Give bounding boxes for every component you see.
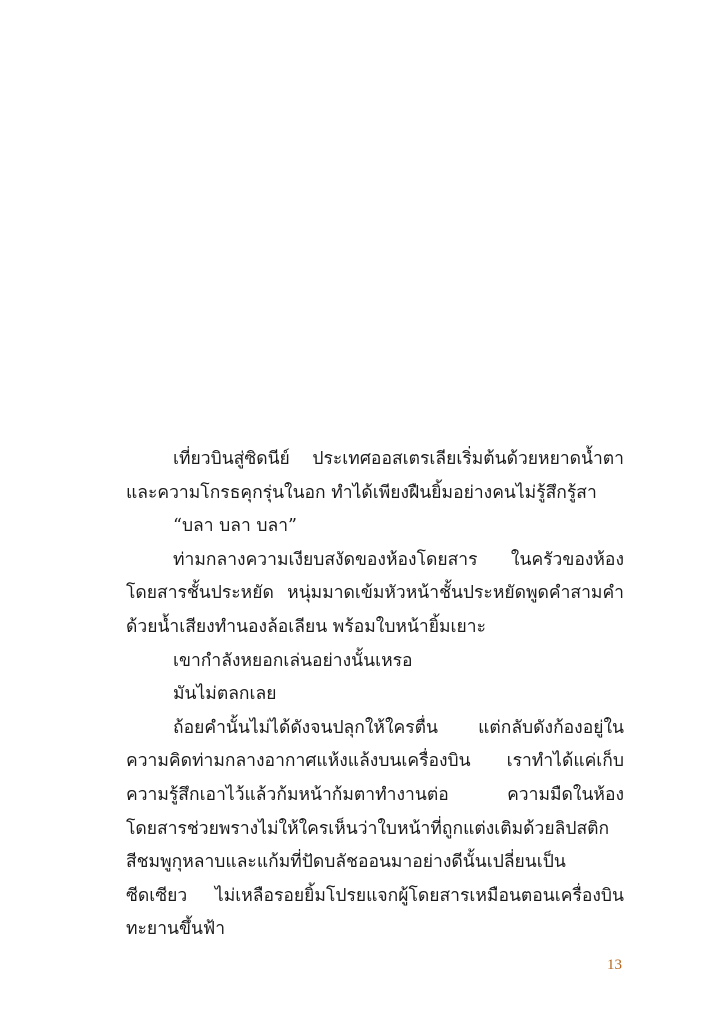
page-number: 13 <box>607 957 622 973</box>
paragraph-6: ถ้อยคำนั้นไม่ได้ดังจนปลุกให้ใครตื่น แต่กลับดังก้องอยู่ในความคิดท่ามกลางอากาศแห้งแล้งบนเครื่องบิน เราทำได้แค่เก็บความรู้สึกเอาไว้แล้วก้มหน้าก้มตาทำงานต่อ ความมืดในห้องโดยสารช่วยพรางไม่ให้ใครเห็นว่าใบหน้าที่ถูกแต่งเติมด้วยลิปสติกสีชมพูกุหลาบและแก้มที่ปัดบลัชออนมาอย่างดีนั้นเปลี่ยนเป็นซีดเซียว ไม่เหลือรอยยิ้มโปรยแจกผู้โดยสารเหมือนตอนเครื่องบินทะยานขึ้นฟ้า <box>126 717 624 940</box>
paragraph-2: “บลา บลา บลา” <box>173 516 297 537</box>
paragraph-1: เที่ยวบินสู่ซิดนีย์ ประเทศออสเตรเลียเริ่มต้นด้วยหยาดน้ำตาและความโกรธคุกรุ่นในอก ทำได้เพียงฝืนยิ้มอย่างคนไม่รู้สึกรู้สา <box>126 449 624 503</box>
paragraph-4: เขากำลังหยอกเล่นอย่างนั้นเหรอ <box>173 650 413 671</box>
paragraph-3: ท่ามกลางความเงียบสงัดของห้องโดยสาร ในครัวของห้องโดยสารชั้นประหยัด หนุ่มมาดเข้มหัวหน้าชั้นประหยัดพูดคำสามคำด้วยน้ำเสียงทำนองล้อเลียน พร้อมใบหน้ายิ้มเยาะ <box>126 549 624 637</box>
paragraph-5: มันไม่ตลกเลย <box>173 684 277 705</box>
body-text <box>126 443 624 947</box>
